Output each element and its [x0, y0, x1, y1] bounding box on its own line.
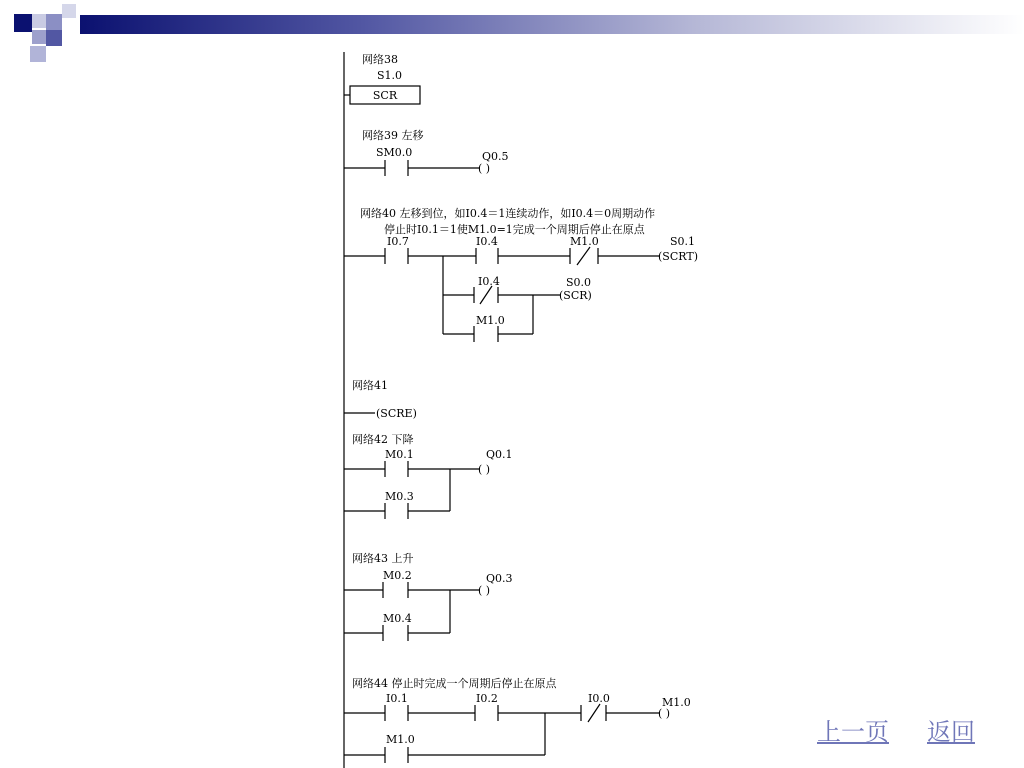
n40-coil-symbol: (SCRT) [658, 250, 698, 263]
n43-title: 网络43 上升 [352, 552, 414, 565]
network-43 [344, 582, 480, 641]
n40-title: 网络40 左移到位，如I0.4＝1连续动作，如I0.4＝0周期动作 [360, 207, 656, 220]
n42-contact-label: M0.3 [385, 490, 414, 503]
n40-coil-label: S0.1 [670, 235, 696, 248]
n42-contact-label: M0.1 [385, 448, 414, 461]
n40-contact-label: M1.0 [570, 235, 599, 248]
prev-page-link[interactable]: 上一页 [817, 718, 889, 746]
network-39 [344, 160, 480, 176]
n44-contact-label: I0.2 [476, 692, 498, 705]
n44-title: 网络44 停止时完成一个周期后停止在原点 [352, 677, 557, 690]
network-40 [344, 247, 660, 342]
back-link[interactable]: 返回 [927, 718, 975, 746]
n44-contact-label: I0.1 [386, 692, 408, 705]
n43-contact-label: M0.2 [383, 569, 412, 582]
n42-title: 网络42 下降 [352, 433, 414, 446]
n39-title: 网络39 左移 [362, 129, 424, 142]
n42-coil-label: Q0.1 [486, 448, 513, 461]
n43-coil-symbol: ( ) [478, 584, 491, 597]
n43-contact-label: M0.4 [383, 612, 412, 625]
n44-coil-symbol: ( ) [658, 707, 671, 720]
n40-contact-label: M1.0 [476, 314, 505, 327]
n38-title: 网络38 [362, 53, 398, 66]
n38-scr-label: SCR [372, 89, 398, 102]
n41-scre-label: SCRE [380, 407, 413, 420]
n40-contact-label: I0.4 [476, 235, 498, 248]
n40-contact-label: I0.7 [387, 235, 409, 248]
n44-contact-label: M1.0 [386, 733, 415, 746]
n39-contact-label: SM0.0 [376, 146, 413, 159]
n41-title: 网络41 [352, 379, 388, 392]
n41-coil-symbol: (SCRE) [376, 407, 417, 420]
n44-coil-label: M1.0 [662, 696, 691, 709]
n43-coil-label: Q0.3 [486, 572, 513, 585]
n42-coil-symbol: ( ) [478, 463, 491, 476]
n40-title-line2: 停止时I0.1＝1使M1.0=1完成一个周期后停止在原点 [384, 223, 645, 236]
n40-contact-label: I0.4 [478, 275, 500, 288]
n40-scrt-label: SCRT [662, 250, 694, 263]
n38-state-label: S1.0 [377, 69, 403, 82]
n40-coil-symbol: (SCR) [559, 289, 592, 302]
n39-coil-symbol: ( ) [478, 162, 491, 175]
n40-scr-label: SCR [563, 289, 588, 302]
n39-coil-label: Q0.5 [482, 150, 509, 163]
n44-contact-label: I0.0 [588, 692, 610, 705]
n40-coil-label: S0.0 [566, 276, 592, 289]
